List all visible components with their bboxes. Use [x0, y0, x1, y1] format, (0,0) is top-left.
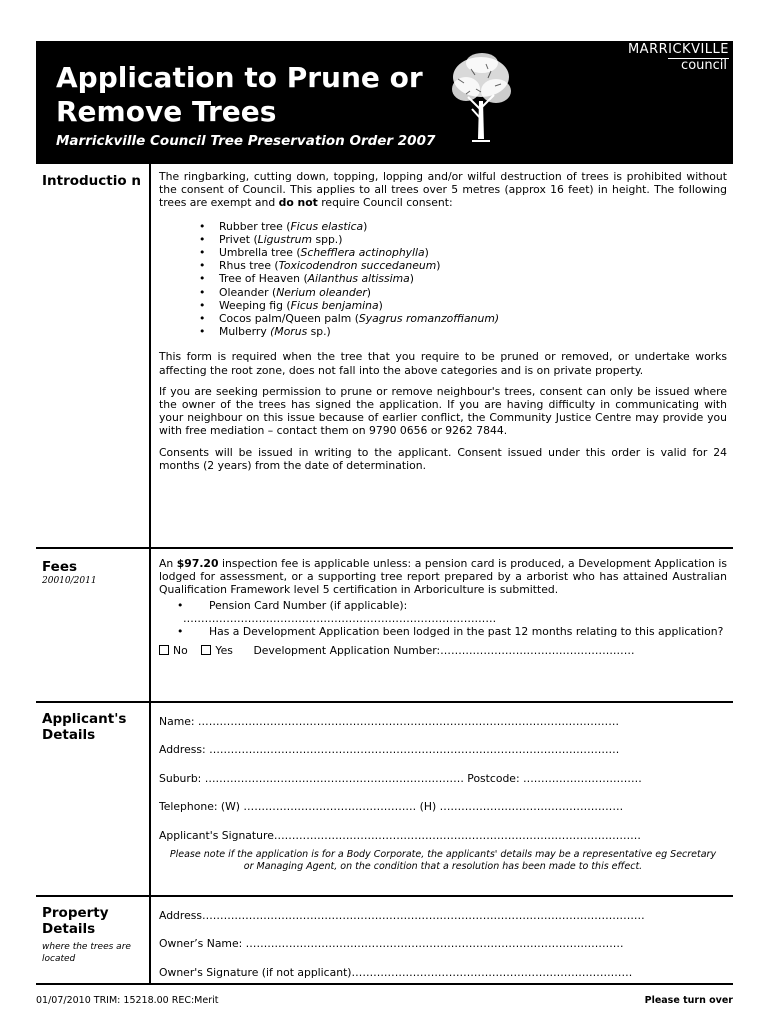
section-property: [36, 897, 733, 983]
intro-paragraph-2: This form is required when the tree that you require to be pruned or removed, or undertake works affecting the root zone, does not fall into the above categories and is on private property.: [159, 350, 727, 377]
fees-label: [42, 559, 142, 587]
da-question: Has a Development Application been lodged in the past 12 months relating to this application?: [209, 625, 724, 639]
intro-label: Introductio n: [42, 173, 141, 189]
section-fees: [36, 549, 733, 701]
logo-line-2: council: [681, 58, 727, 73]
intro-paragraph-1-end: require Council consent:: [321, 196, 453, 210]
exempt-tree-item: • Oleander (Nerium oleander): [199, 286, 727, 299]
da-number-field[interactable]: Development Application Number:………………………………………………: [253, 644, 635, 658]
fee-amount: $97.20: [176, 557, 219, 570]
pension-card-label: Pension Card Number (if applicable):: [209, 598, 408, 612]
applicant-signature-field[interactable]: Applicant's Signature…………………………………………………………………………………………: [159, 829, 641, 842]
property-sub: where the trees are located: [42, 942, 131, 964]
intro-do-not: do not: [278, 196, 318, 210]
tree-illustration-icon: [446, 49, 516, 149]
da-question-item: • Has a Development Application been lodged in the past 12 months relating to this application?: [159, 625, 727, 638]
page-title: [56, 61, 423, 129]
exempt-tree-item: • Tree of Heaven (Ailanthus altissima): [199, 272, 727, 285]
exempt-tree-item: • Weeping fig (Ficus benjamina): [199, 299, 727, 312]
fees-text-start: An: [159, 557, 174, 570]
owner-name-field[interactable]: Owner’s Name: ……………………………………………………………………………………………: [159, 937, 624, 950]
please-turn-over: Please turn over: [644, 995, 733, 1006]
property-fields: [159, 897, 727, 983]
exempt-tree-item: • Rhus tree (Toxicodendron succedaneum): [199, 259, 727, 272]
header-banner: [36, 41, 733, 164]
council-logo: [628, 43, 729, 73]
exempt-tree-item: • Privet (Ligustrum spp.): [199, 233, 727, 246]
exempt-tree-item: • Cocos palm/Queen palm (Syagrus romanzoffianum): [199, 312, 727, 325]
owner-signature-field[interactable]: Owner's Signature (if not applicant)……………………………………………………………………: [159, 966, 633, 979]
body-corporate-note: Please note if the application is for a Body Corporate, the applicants' details may be a representative eg Secretary or Managing Agent, on the condition that a resolution has been made to this effect.: [169, 849, 717, 872]
intro-paragraph-3: If you are seeking permission to prune or remove neighbour's trees, consent can only be issued where the owner of the trees has signed the application. If you are having difficulty in communicating with your neighbour on this issue because of earlier conflict, the Community Justice Centre may provide you with free mediation – contact them on 9790 0656 or 9262 7844.: [159, 384, 727, 438]
title-line-1: Application to Prune or: [56, 61, 423, 94]
property-address-field[interactable]: Address……………………………………………………………………………………………………………: [159, 909, 645, 922]
intro-content: [159, 170, 727, 480]
divider: [36, 983, 733, 985]
exempt-tree-item: • Umbrella tree (Schefflera actinophylla): [199, 246, 727, 259]
exempt-tree-item: • Rubber tree (Ficus elastica): [199, 220, 727, 233]
no-checkbox[interactable]: [159, 645, 169, 655]
logo-line-1: MARRICKVILLE: [627, 42, 729, 57]
applicant-suburb-postcode-field[interactable]: Suburb: ……………………………………………………………… Postcode: ……………………………: [159, 772, 642, 785]
intro-paragraph-4: Consents will be issued in writing to the applicant. Consent issued under this order is valid for 24 months (2 years) from the date of determination.: [159, 445, 727, 472]
no-label: No: [173, 644, 188, 658]
intro-paragraph-1: The ringbarking, cutting down, topping, lopping and/or wilful destruction of trees is prohibited without the consent of Council. This applies to all trees over 5 metres (approx 16 feet) in height. The following trees are exempt and: [159, 170, 727, 210]
yes-checkbox[interactable]: [201, 645, 211, 655]
applicant-fields: [159, 703, 727, 895]
pension-card-item: • Pension Card Number (if applicable):: [177, 598, 408, 612]
page-subtitle: Marrickville Council Tree Preservation Order 2007: [56, 133, 436, 149]
fees-year: 20010/2011: [42, 576, 97, 586]
da-options: [159, 644, 727, 657]
applicant-telephone-field[interactable]: Telephone: (W) ………………………………………… (H) ……………………………………………: [159, 800, 624, 813]
pension-card-field[interactable]: ……………………………………………………………………………: [183, 611, 497, 625]
title-line-2: Remove Trees: [56, 95, 277, 128]
section-introduction: [36, 164, 733, 547]
property-title: Property Details: [42, 905, 109, 937]
exempt-tree-list: [159, 220, 727, 339]
fees-content: [159, 557, 727, 657]
footer-reference: 01/07/2010 TRIM: 15218.00 REC:Merit: [36, 995, 219, 1006]
exempt-tree-item: • Mulberry (Morus sp.): [199, 325, 727, 338]
applicant-address-field[interactable]: Address: ……………………………………………………………………………………………………: [159, 743, 620, 756]
yes-label: Yes: [215, 644, 233, 658]
fees-text: inspection fee is applicable unless: a pension card is produced, a Development Application is lodged for assessment, or a supporting tree report prepared by a arborist who has attained Australian Qualification Framework level 5 certification in Arboriculture is submitted.: [159, 557, 727, 597]
section-applicant: [36, 703, 733, 895]
fees-title: Fees: [42, 559, 78, 575]
property-label: [42, 905, 142, 965]
applicant-label: Applicant's Details: [42, 711, 127, 743]
applicant-name-field[interactable]: Name: ………………………………………………………………………………………………………: [159, 715, 620, 728]
